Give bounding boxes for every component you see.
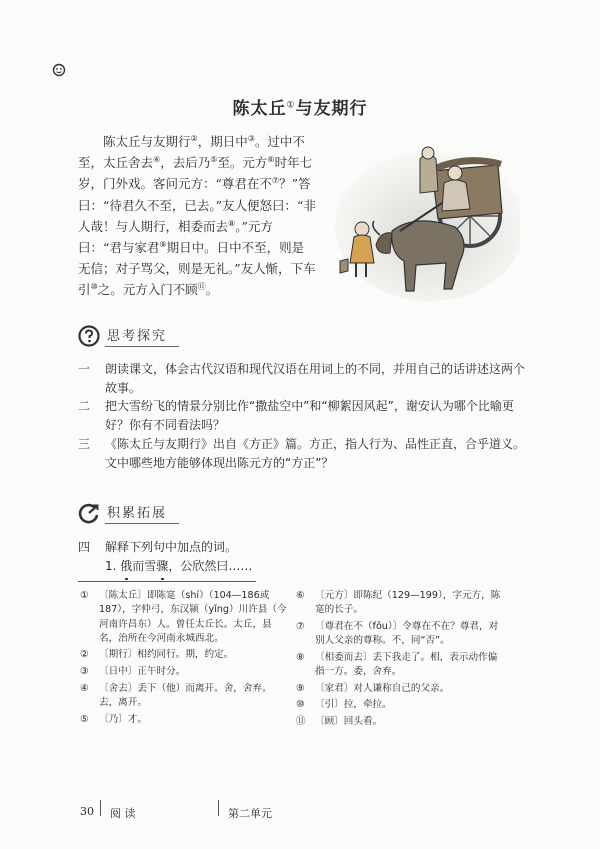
question-text: 把大雪纷飞的情景分别比作“撒盐空中”和“柳絮因风起”，谢安认为哪个比喻更好？你有不同看法吗？ [105,399,514,432]
footnote-mark: ⑥ [267,155,275,165]
dotted-word: 俄 [120,557,132,576]
footnote-text: 〔顾〕回头看。 [315,715,383,727]
title-footnote-mark: ① [286,100,296,111]
footnote [80,665,288,679]
footnote-mark: ⑦ [271,176,280,186]
smiley-icon [52,63,66,77]
exercise-text: 解释下列句中加点的词。 [105,540,238,554]
footnote [80,589,288,646]
footnote [80,682,288,711]
footnote-mark: ⑩ [90,282,98,292]
footnote-marker: ① [80,590,89,601]
footnote-text: 〔舍去〕丢下（他）而离开。舍，舍弃。去，离开。 [99,682,272,708]
section-thinking-header [78,323,179,349]
footnote-marker: ⑨ [296,682,305,694]
footnote-marker: ⑥ [296,590,305,601]
passage-segment: ，期日中 [197,134,248,149]
passage-segment: 之。元方入门不顾 [97,282,198,298]
exercise-number: 四 [78,540,91,554]
footnote [296,715,506,729]
footer-divider [100,800,101,816]
footnote-mark: ⑤ [210,155,218,165]
footnote-marker: ④ [80,682,89,694]
footnote [296,589,506,618]
footnote-text: 〔陈太丘〕即陈寔（shí）（104—186或187），字仲弓，东汉颍（yǐng）川许县（今河南许昌东）人。曾任太丘长。太丘，县名，治所在今河南永城西北。 [99,590,287,644]
footnote-mark: ⑨ [159,239,167,249]
page-title [0,94,600,119]
footnote-text: 〔期行〕相约同行。期，约定。 [99,649,234,661]
footer-section: 阅 读 [110,807,136,820]
passage-segment: 至。元方 [217,155,268,171]
footnote-text: 〔尊君在不（fǒu）〕令尊在不在？尊君，对别人父亲的尊称。不，同“否”。 [315,620,499,647]
title-main: 陈太丘 [232,99,287,119]
footnote-text: 〔相委而去〕丢下我走了。相，表示动作偏指一方。委，舍弃。 [315,651,498,678]
footnote-mark: ④ [153,155,161,165]
footnote-mark: ② [190,133,198,143]
question-text: 《陈太丘与友期行》出自《方正》篇。方正，指人行为、品性正直，合乎道义。文中哪些地方能够体现出陈元方的“方正”？ [105,437,526,470]
footer-unit: 第二单元 [228,807,272,820]
passage-text [78,131,316,301]
passage-segment: 。”元方曰：“君与家君 [78,218,273,256]
ox-cart-illustration [320,131,520,301]
footnotes-right [296,589,506,731]
footnote-text: 〔引〕拉，牵拉。 [315,699,392,711]
footnote-marker: ⑩ [296,699,305,711]
question-1 [78,360,528,398]
passage-segment: 时年七岁，门外戏。客问元方：“尊君在不 [78,155,313,192]
footnote-text: 〔日中〕正午时分。 [99,666,186,678]
footnote [80,648,288,662]
section-expand-label: 积累拓展 [105,502,179,524]
question-number: 二 [78,399,91,413]
exercise-item-1 [105,557,555,576]
section-thinking-label: 思考探究 [105,325,179,347]
exercise-4 [78,538,528,557]
footnote-text: 〔家君〕对人谦称自己的父亲。 [315,682,450,694]
question-3 [78,435,528,473]
question-2 [78,397,528,435]
footer-divider [218,800,219,816]
footnote-text: 〔乃〕才。 [99,713,147,725]
footnote-mark: ⑪ [197,282,206,292]
footnote-marker: ② [80,649,89,661]
footnote [296,682,506,696]
exercise-item-number: 1. [105,559,121,573]
page-number: 30 [80,805,94,818]
footnote [80,713,288,727]
footnote-marker: ⑤ [80,713,89,725]
question-mark-icon [78,325,100,347]
passage-segment: ？”答曰：“待君久不至，已去。”友人便怒曰：“非人哉！与人期行，相委而去 [78,176,316,234]
dotted-word: 骤 [156,557,168,576]
footnote-marker: ⑧ [296,651,305,663]
footnote-mark: ③ [247,133,255,143]
section-expand-header [78,500,179,526]
footnote [296,620,506,649]
question-text: 朗读课文，体会古代汉语和现代汉语在用词上的不同，并用自己的话讲述这两个故事。 [105,362,526,395]
question-number: 三 [78,437,91,451]
passage-segment: 期日中。日中不至，则是无信；对子骂父，则是无礼。”友人惭，下车引 [78,240,316,298]
passage-segment: 陈太丘与友期行 [103,134,191,149]
passage-segment: 。 [205,282,219,298]
spiral-arrow-icon [78,502,100,524]
footnote-mark: ⑧ [228,218,236,228]
footnote-marker: ⑪ [296,715,306,727]
footnote-text: 〔元方〕即陈纪（129—199），字元方，陈寔的长子。 [315,590,501,616]
title-rest: 与友期行 [295,99,368,119]
footnote-marker: ⑦ [296,620,305,632]
footnote-divider [78,581,256,582]
passage-segment: 。过中不至，太丘舍去 [78,134,305,171]
exercise-item-text: 而雪 [132,559,157,573]
footnotes-left [80,589,288,729]
question-number: 一 [78,362,91,376]
footnote-marker: ③ [80,666,89,678]
passage-segment: ，去后乃 [160,155,211,171]
footnote [296,651,506,680]
footnote [296,698,506,712]
exercise-item-text: ，公欣然曰…… [168,559,253,573]
